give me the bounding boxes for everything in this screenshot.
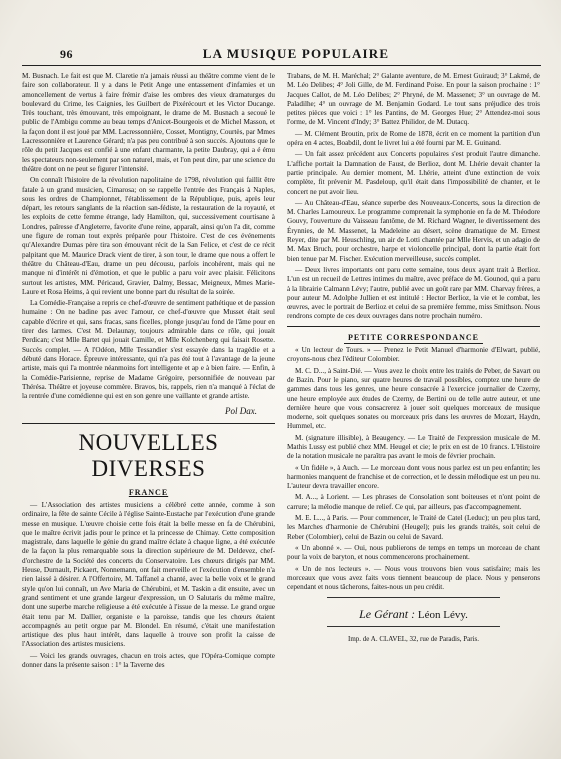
gerant-name: Léon Lévy. xyxy=(417,609,468,622)
correspondence-item-7: « Un abonné ». — Oui, nous publierons de temps en temps un morceau de chant pour la voix de baryton, et nous commencerons prochainement. xyxy=(287,543,540,562)
news-paragraph-4: — M. Clément Broutin, prix de Rome de 1878, écrit en ce moment la partition d'un opéra en 4 actes, Boabdil, dont le livret lui a été fourni par M. E. Guinand. xyxy=(287,129,540,148)
correspondence-divider xyxy=(287,326,540,327)
review-signature: Pol Dax. xyxy=(225,406,257,417)
review-paragraph-2: On connaît l'histoire de la révolution napolitaine de 1798, révolution qui faillit être fatale à un grand musicien, Cimarosa; on se rappelle l'entrée des Français à Naples, sous les ordres de Championnet, l'établissement de la République, puis, après leur départ, les retours sanglants de la réaction san-fédiste, la restauration de la royauté, et les exploits de cette femme étrange, lady Hamilton, qui, successivement courtisane à Londres, paîresse d'Angleterre, favorite d'une reine, apparaît, ainsi qu'on l'a dit, comme une figure de roman tout exprès préparée pour l'histoire. C'est de ces événements qu'Alexandre Dumas père tira son émouvant récit de la San Felice, et c'est de ce récit palpitant que M. Maurice Drack vient de tirer, à son tour, le drame que nous a offert le théâtre du Château-d'Eau, drame un peu décousu, parfois incohérent, mais qui ne manque ni d'intérêt ni d'émotion, et que le public a paru voir avec plaisir. Félicitons surtout les artistes, MM. Péricaud, Gravier, Dalmy, Bessac, Meigneux, Mmes Marie-Laure et Rosa Heims, à qui revient une bonne part du résultat de la soirée. xyxy=(22,176,275,296)
correspondence-title-text: PETITE CORRESPONDANCE xyxy=(344,333,483,344)
page-number: 96 xyxy=(60,47,73,61)
gerant-line xyxy=(287,607,540,622)
correspondence-title xyxy=(287,333,540,342)
correspondence-item-4: « Un fidèle », à Auch. — Le morceau dont vous nous parlez est un peu enfantin; les harmonies manquent de franchise et de correction, et le dessin mélodique est un peu nu. L'auteur devra travailler encore. xyxy=(287,463,540,491)
news-paragraph-2: — Voici les grands ouvrages, chacun en trois actes, que l'Opéra-Comique compte donner dans la présente saison : 1° la Taverne des xyxy=(22,651,275,670)
printer-rule xyxy=(327,626,500,627)
correspondence-item-2: M. C. D..., à Saint-Dié. — Vous avez le choix entre les traités de Peber, de Savart ou de Bazin. Pour le piano, sur quatre heures de travail possibles, comptez une heure de gammes dans tous les genres, une heure consacrée à l'exercice journalier de Czerny, une heure employée aux études de Czerny, de Bertini ou de telle autre auteur, et une dernière heure que vous consacrerez à jouer soit quelques morceaux de musique moderne, soit quelques sonates ou morceaux pris dans les œuvres de Mozart, Haydn, Hummel, etc. xyxy=(287,366,540,431)
gerant-label: Le Gérant : xyxy=(359,607,416,622)
news-section-title: NOUVELLES DIVERSES xyxy=(78,429,219,481)
correspondence-item-6: M. E. L..., à Paris. — Pour commencer, le Traité de Catel (Leduc); un peu plus tard, les Marches d'harmonie de Chérubini (Heugel); puis les grands traités, soit celui de Reber (Colombier), celui de Bazin ou celui de Savard. xyxy=(287,514,540,541)
gerant-rule xyxy=(327,597,500,598)
journal-title: LA MUSIQUE POPULAIRE xyxy=(202,46,390,61)
printer-imprint: Imp. de A. CLAVEL, 32, rue de Paradis, Paris. xyxy=(348,634,479,643)
news-paragraph-7: — Deux livres importants ont paru cette semaine, tous deux ayant trait à Berlioz. L'un est un recueil de Lettres intimes du maître, avec préface de M. Gounod, qui a paru à la librairie Calmann Lévy; l'autre, publié avec un goût rare par MM. Charvay frères, a pour auteur M. Adolphe Jullien et est intitulé : Hector Berlioz, la vie et le combat, les œuvres, avec le portrait de Berlioz et celui de sa première femme, miss Smithson. Nous rendrons compte de ces deux ouvrages dans notre prochain numéro. xyxy=(287,265,540,321)
left-column xyxy=(22,72,275,672)
page-header xyxy=(22,20,541,66)
correspondence-item-5: M. A..., à Lorient. — Les phrases de Consolation sont boiteuses et n'ont point de carrure; la mélodie manque de relief. Ce qui, par ailleurs, pas d'accompagnement. xyxy=(287,493,540,511)
right-column xyxy=(287,72,540,672)
france-subheading: FRANCE xyxy=(128,487,169,497)
two-column-body xyxy=(22,72,541,672)
news-paragraph-3: Trabans, de M. H. Maréchal; 2° Galante aventure, de M. Ernest Guiraud; 3° Lakmé, de M. Léo Delibes; 4° Joli Gille, de M. Ferdinand Poise. En pour la saison prochaine : 1° Jacques Callot, de M. Léo Delibes; 2° Phryné, de M. Massenet; 3° un ouvrage de M. Paladilhe; 4° un ouvrage de M. Benjamin Godard. Le tout sans préjudice des trois petites pièces que voici : 1° les Pantins, de M. Georges Hue; 2° Attendez-moi sous l'orme, de M. Vincent d'Indy; 3° Battez Philidor, de M. Dutacq. xyxy=(287,72,540,127)
news-paragraph-6: — Au Château-d'Eau, séance superbe des Nouveaux-Concerts, sous la direction de M. Charles Lamoureux. Le programme comprenait la symphonie en fa de M. Théodore Gouvy, l'ouverture du Vaisseau fantôme, de M. Richard Wagner, le divertissement des Érynnies, de M. Massenet, la Madeleine au désert, scène dramatique de M. Ernest Reyer, dite par M. Heuschling, un air de Lotti chantée par Mlle Hervis, et un adagio de M. Max Bruch, pour orchestre, harpe et violoncelle principal, dont la partie était fort bien tenue par M. Fischer. Exécution merveilleuse, succès complet. xyxy=(287,198,540,263)
review-paragraph-1: M. Busnach. Le fait est que M. Claretie n'a jamais réussi au théâtre comme vient de le faire son collaborateur. Il y a dans le Petit Ange une entassement d'infamies et un amoncellement de vertus à faire frémir d'aise les ombres des vieux dramaturges du boulevard du Crime, les Caignies, les Guilbert de Pixérécourt et les Victor Ducange. Très touchant, très émouvant, très empoignant, le drame de M. Busnach a secoué le public de l'Ambigu comme au beau temps d'Anicet-Bourgeois et de Michel Masson, et la façon dont il est joué par MM. Lacressonnière, Cosset, Montigny, Courtès, par Mmes Lacressonnière et Laurence Gérard; n'a pas peu contribué à son succès. Ajoutons que le rôle du petit Jacques est confié à une enfant charmante, la petite Daubray, qui a é ému les spectateurs non-seulement par son naturel, mais, et l'on peut dire, par une science du théâtre dont on ne peut se figurer l'intensité. xyxy=(22,72,275,173)
news-paragraph-1: — L'Association des artistes musiciens a célébré cette année, comme à son ordinaire, la fête de sainte Cécile à l'église Sainte-Eustache par l'exécution d'une grande messe en musique. L'œuvre choisie cette fois était la belle messe en fa de Chérubini, que le maître écrivit jadis pour le prince et la princesse de Chimay. Cette composition magistrale, dans laquelle le génie du grand maître éclate à chaque ligne, a été exécutée de la façon la plus remarquable sous la direction supérieure de M. Deldevez, chef-d'orchestre de la Société des concerts du Conservatoire. Les chœurs dirigés par MM. Heuse, Durnault, Pickaert, Nonnemann, ont fait merveille et l'exécution d'ensemble n'a rien laissé à désirer. A l'Offertoire, M. Taffanel a chanté, avec la belle voix et le grand style qu'on lui connaît, un Ave Maria de Chérubini, et M. Taskin a dit ensuite, avec un grand sentiment et une grande largeur d'expression, un O Salutaris du même maître, dont une superbe marche religieuse a été exécutée à l'issue de la messe. Le grand orgue était tenu par M. Dallier, organiste e la paroisse, tandis que les chœurs étaient accompagnés au petit orgue par M. Blondel. En résumé, c'était une manifestation artistique des plus haut intérêt, dans laquelle à trouve son profit la caisse de l'Association des artistes musiciens. xyxy=(22,500,275,649)
correspondence-item-3: M. (signature illisible), à Beaugency. — Le Traité de l'expression musicale de M. Mathis Lussy est publié chez MM. Heugel et cie; le prix en est de 10 francs. L'Histoire de la notation musicale ne paraîtra pas avant le mois de février prochain. xyxy=(287,433,540,461)
section-divider xyxy=(22,423,275,424)
news-paragraph-5: — Un fait assez précédent aux Concerts populaires s'est produit l'autre dimanche. L'affiche portait la Damnation de Faust, de Berlioz, dont M. Lhérie devait chanter la partie principale. Au dernier moment, M. Lhérie, atteint d'une extinction de voix complète, fit prévenir M. Pasdeloup, qu'il était dans l'impossibilité de chanter, et le concert ne put avoir lieu. xyxy=(287,150,540,196)
review-paragraph-3: La Comédie-Française a repris ce chef-d'œuvre de sentiment pathétique et de passion humaine : On ne badine pas avec l'amour, ce chef-d'œuvre que Musset était seul capable d'écrire et qui, sans fracas, sans ficelles, plonge jusqu'au fond de l'âme pour en tirer des larmes. C'est M. Delaunay, toujours admirable dans ce rôle, qui jouait Perdican; c'est Mlle Bartet qui jouait Camille, et Mlle Kolchenberg qui faisait Rosette. Succès complet. — A l'Odéon, Mlle Tessandier s'est essayée dans la tragédie et a débuté dans Horace. Épreuve intéressante, qui n'a pas été tout à l'avantage de la jeune artiste, mais qui l'a montrée néanmoins fort intelligente et ap e à bien faire. — Enfin, à la Comédie-Parisienne, reprise de Madame Grégoire, personnifiée de nouveau par Thérésa. Théâtre et joyeuse commère. Bravos, bis, rappels, rien n'a manqué à l'éclat de la rentrée d'une comédienne qui est en son genre une vaillante et grande artiste. xyxy=(22,299,275,401)
correspondence-item-8: « Un de nos lecteurs ». — Nous vous trouvons bien vous satisfaire; mais les morceaux que vous avez faits vous tiennent beaucoup de place. Nous y penserons cependant et nous tâcherons, faites-nous un peu crédit. xyxy=(287,564,540,592)
correspondence-item-1: « Un lecteur de Tours. » — Prenez le Petit Manuel d'harmonie d'Elwart, publié, croyons-nous chez l'éditeur Colombier. xyxy=(287,346,540,364)
